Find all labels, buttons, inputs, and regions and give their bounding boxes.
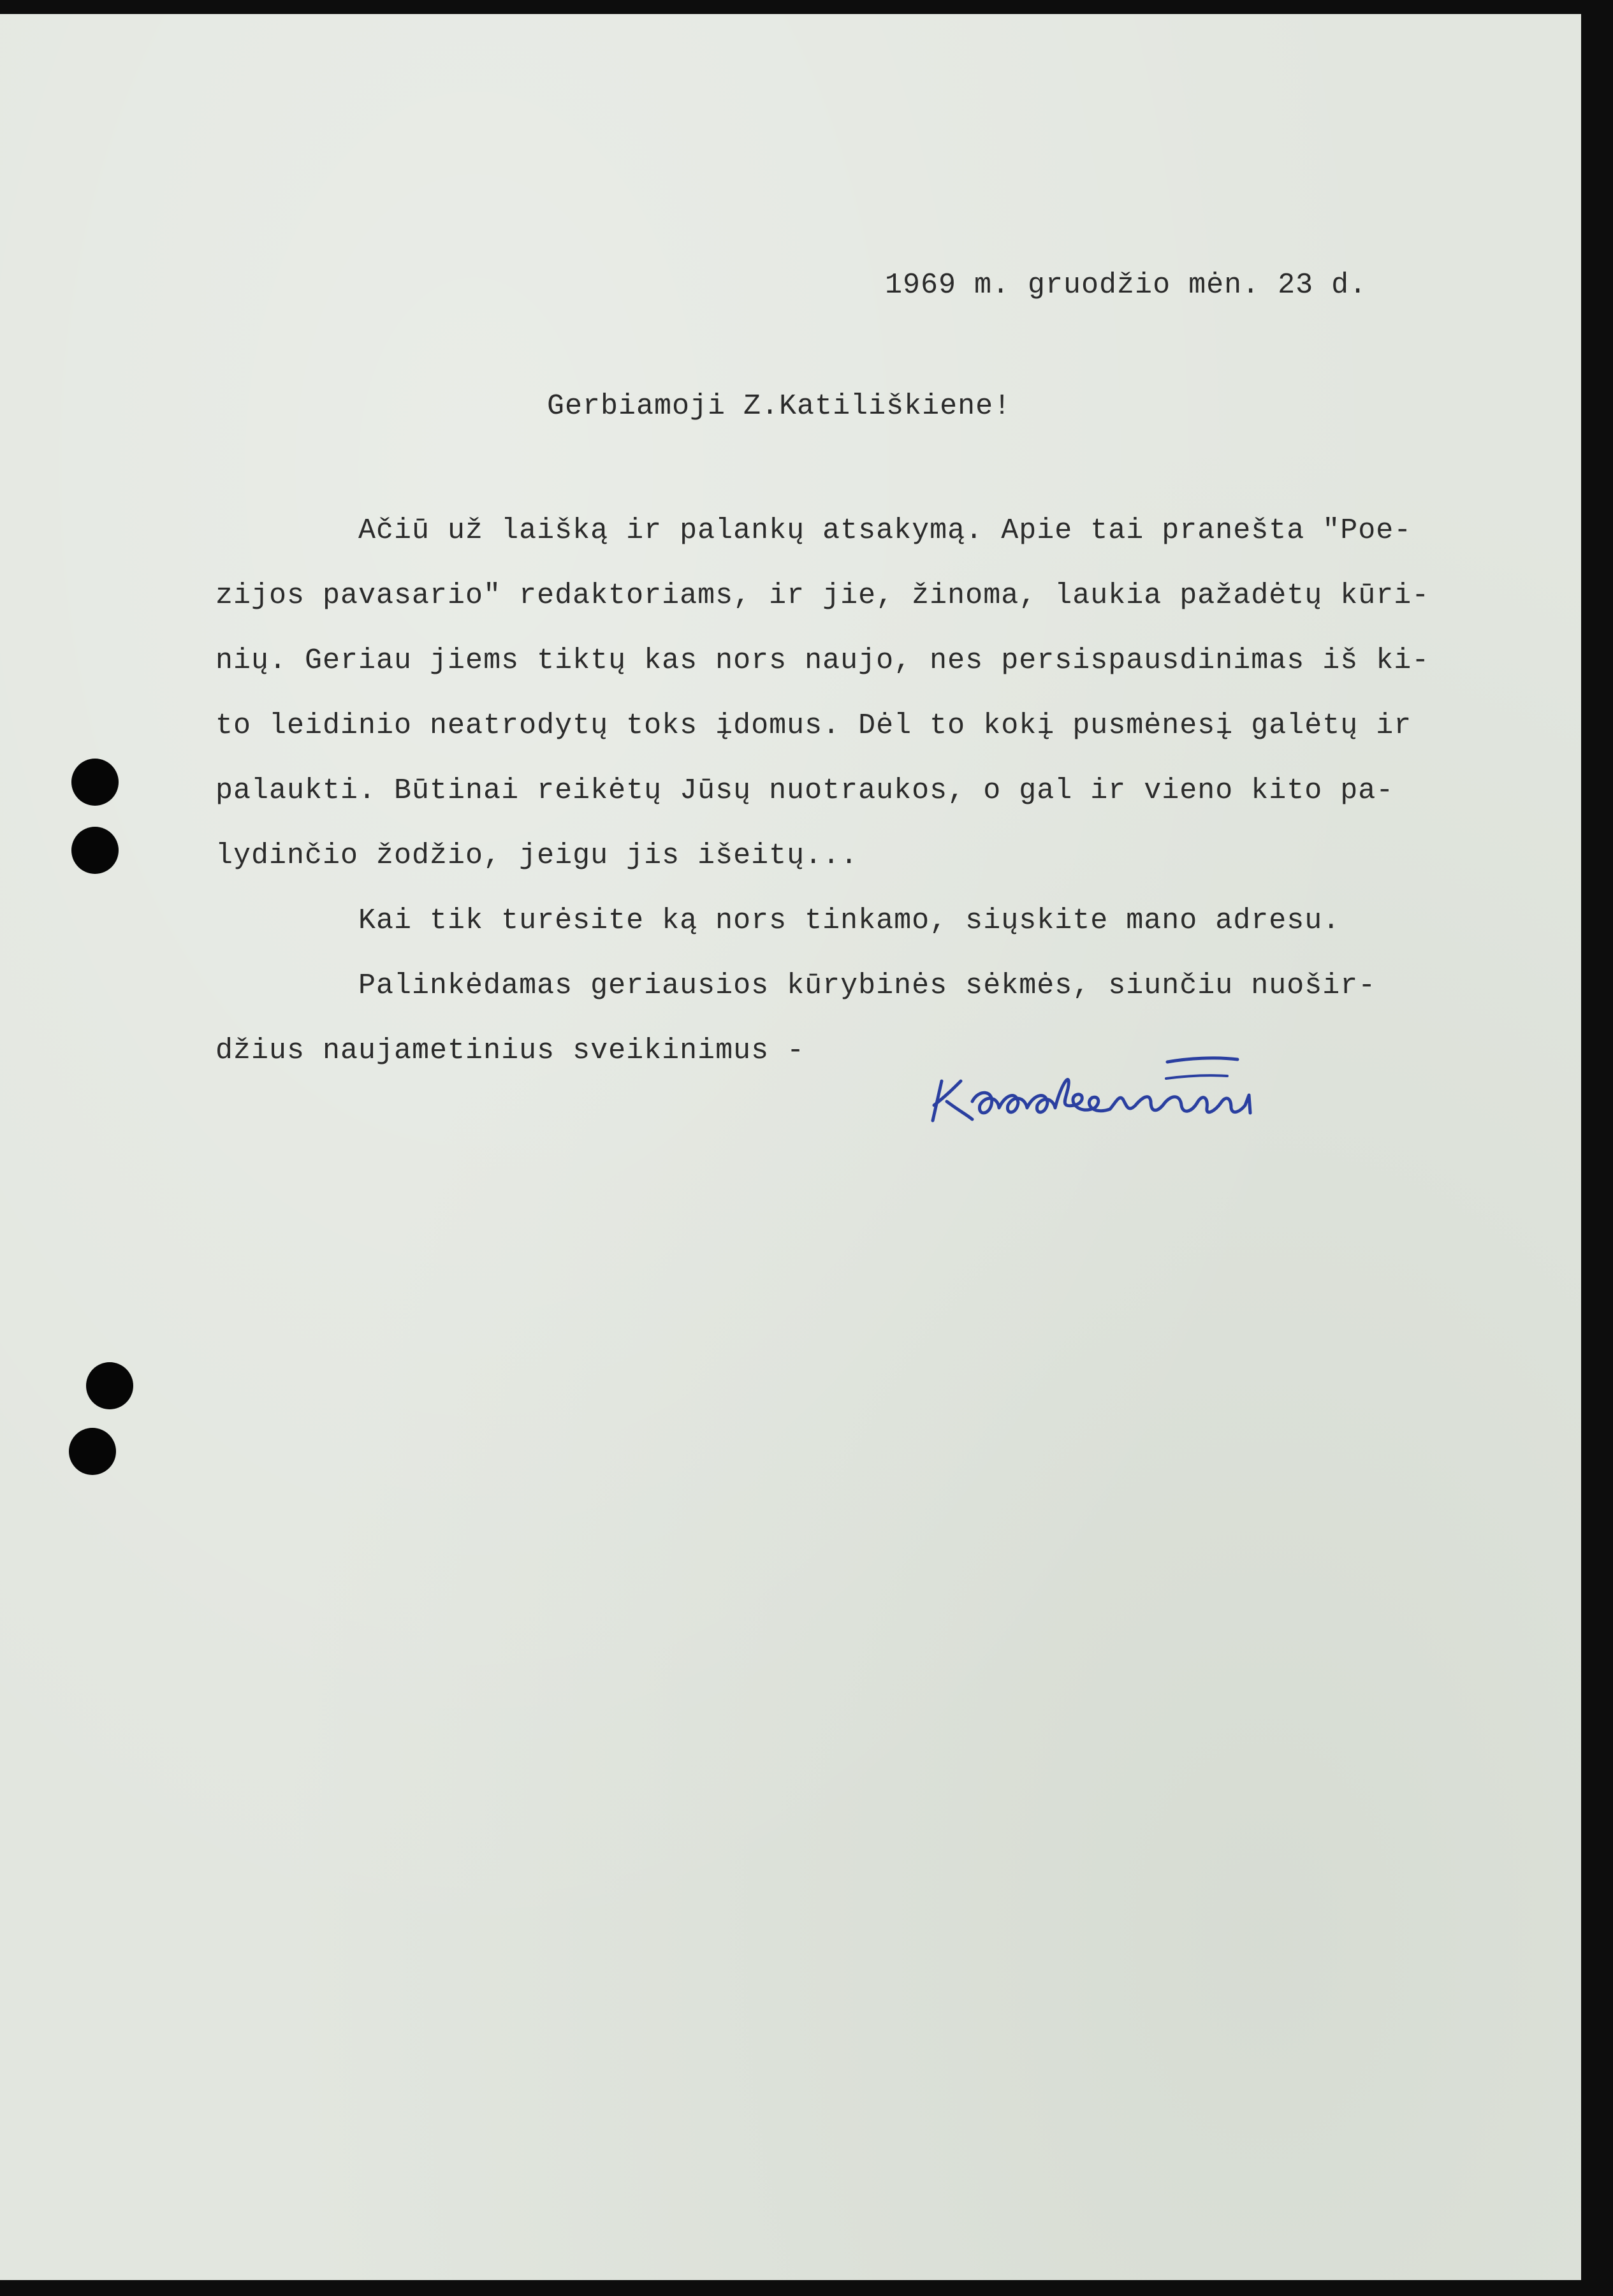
letter-page xyxy=(0,14,1581,2280)
body-line: to leidinio neatrodytų toks įdomus. Dėl to kokį pusmėnesį galėtų ir xyxy=(215,709,1412,742)
punch-hole xyxy=(71,759,119,806)
body-line: zijos pavasario" redaktoriams, ir jie, žinoma, laukia pažadėtų kūri- xyxy=(215,579,1430,612)
punch-hole xyxy=(69,1428,116,1475)
body-line: Kai tik turėsite ką nors tinkamo, siųskite mano adresu. xyxy=(215,905,1341,937)
salutation: Gerbiamoji Z.Katiliškiene! xyxy=(547,390,1012,423)
body-line: nių. Geriau jiems tiktų kas nors naujo, nes persispausdinimas iš ki- xyxy=(215,644,1430,677)
body-line: Palinkėdamas geriausios kūrybinės sėkmės, siunčiu nuošir- xyxy=(215,970,1376,1002)
letter-date: 1969 m. gruodžio mėn. 23 d. xyxy=(885,269,1368,302)
handwritten-signature xyxy=(928,1044,1310,1133)
punch-hole xyxy=(86,1362,133,1409)
punch-hole xyxy=(71,827,119,874)
body-line: Ačiū už laišką ir palankų atsakymą. Apie tai pranešta "Poe- xyxy=(215,514,1412,547)
body-line: džius naujametinius sveikinimus - xyxy=(215,1035,805,1067)
body-line: lydinčio žodžio, jeigu jis išeitų... xyxy=(215,839,859,872)
body-line: palaukti. Būtinai reikėtų Jūsų nuotraukos, o gal ir vieno kito pa- xyxy=(215,774,1394,807)
